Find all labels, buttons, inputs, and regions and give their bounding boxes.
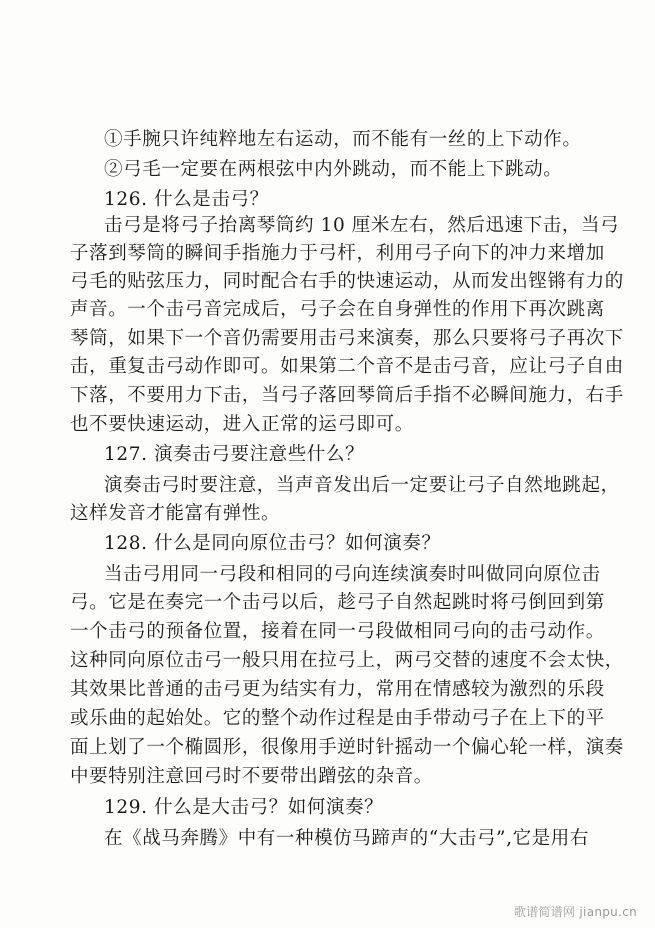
text-line: 当击弓用同一弓段和相同的弓向连续演奏时叫做同向原位击: [104, 564, 601, 585]
text-line: 或乐曲的起始处。它的整个动作过程是由手带动弓子在上下的平: [70, 708, 605, 729]
text-line: 下落，不要用力下击，当弓子落回琴筒后手指不必瞬间施力，右手: [70, 385, 624, 406]
text-line: 子落到琴筒的瞬间手指施力于弓杆，利用弓子向下的冲力来增加: [70, 243, 605, 264]
text-line: 面上划了一个椭圆形，很像用手逆时针摇动一个偏心轮一样，演奏: [70, 737, 624, 758]
text-line: 击，重复击弓动作即可。如果第二个音不是击弓音，应让弓子自由: [70, 356, 624, 377]
text-line: 其效果比普通的击弓更为结实有力，常用在情感较为激烈的乐段: [70, 679, 605, 700]
text-line: 一个击弓的预备位置，接着在同一弓段做相同弓向的击弓动作。: [70, 621, 605, 642]
text-line: 这样发音才能富有弹性。: [70, 503, 281, 524]
text-line: 声音。一个击弓音完成后，弓子会在自身弹性的作用下再次跳离: [70, 299, 605, 320]
question-heading: 129. 什么是大击弓？如何演奏？: [104, 797, 384, 818]
text-line: 中要特别注意回弓时不要带出蹭弦的杂音。: [70, 766, 433, 787]
text-line: 弓毛的贴弦压力，同时配合右手的快速运动，从而发出铿锵有力的: [70, 271, 624, 292]
text-line: 在《战马奔腾》中有一种模仿马蹄声的“大击弓”,它是用右: [104, 828, 589, 849]
text-line: 弓。它是在奏完一个击弓以后，趁弓子自然起跳时将弓倒回到第: [70, 592, 605, 613]
text-line: ②弓毛一定要在两根弦中内外跳动，而不能上下跳动。: [104, 159, 563, 180]
question-heading: 127. 演奏击弓要注意些什么？: [104, 444, 365, 465]
text-line: 也不要快速运动，进入正常的运弓即可。: [70, 414, 414, 435]
text-line: 演奏击弓时要注意，当声音发出后一定要让弓子自然地跳起，: [104, 475, 620, 496]
text-line: 琴筒，如果下一个音仍需要用击弓来演奏，那么只要将弓子再次下: [70, 328, 624, 349]
site-watermark: 歌谱简谱网 jianpu.cn: [513, 905, 637, 919]
text-line: 这种同向原位击弓一般只用在拉弓上，两弓交替的速度不会太快，: [70, 650, 624, 671]
question-heading: 128. 什么是同向原位击弓？如何演奏？: [104, 533, 441, 554]
question-heading: 126. 什么是击弓？: [104, 189, 269, 210]
text-line: ①手腕只许纯粹地左右运动，而不能有一丝的上下动作。: [104, 129, 582, 150]
text-line: 击弓是将弓子抬离琴筒约 10 厘米左右，然后迅速下击，当弓: [104, 215, 620, 236]
